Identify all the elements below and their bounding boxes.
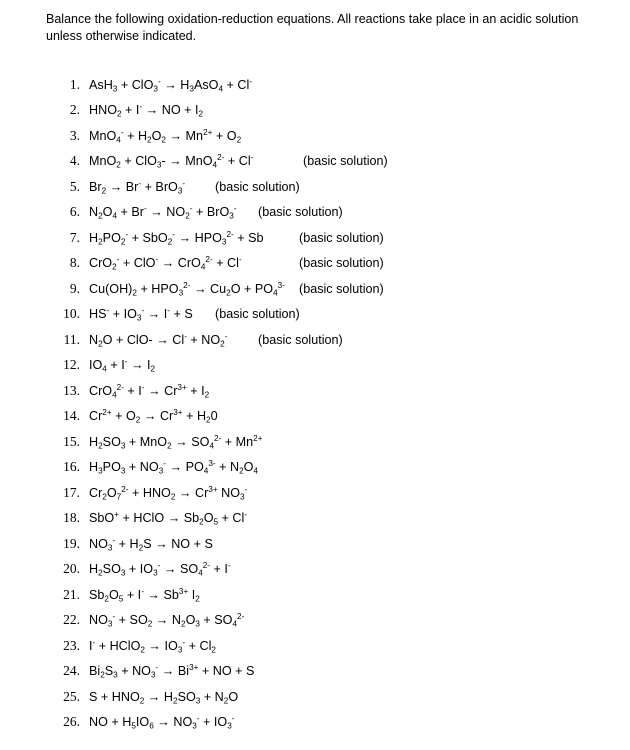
equation-text: $N_2O_4 + Br^- \to NO_2^- + BrO_3^-$ [89,204,237,221]
solution-note: (basic solution) [258,333,343,347]
equation-number: 20. [63,561,80,576]
equation-number: 1. [69,77,80,92]
equation-item [0,278,630,300]
equation-number: 8. [69,255,80,270]
equation-number: 22. [63,612,80,627]
equation-item [0,533,630,555]
equation-text: $HS^- + IO_3^- \to I^- + S$ [89,306,193,323]
solution-note: (basic solution) [299,256,384,270]
equation-number: 24. [63,663,80,678]
equation-text: $NO_3^- + SO_2 \to N_2O_3 + SO_4^{2-}$ [89,612,245,629]
equation-text: $Cr_2O_7^{2-} + HNO_2 \to Cr^{3+}$ $NO_3^-$ [89,485,248,502]
equation-item [0,329,630,351]
equation-number: 21. [63,587,80,602]
equation-number: 19. [63,536,80,551]
equation-number: 17. [63,485,80,500]
equation-number: 10. [63,306,80,321]
equation-number: 3. [69,128,80,143]
equation-item [0,99,630,121]
equation-text: $S + HNO_2 \to H_2SO_3 + N_2O$ [89,690,239,706]
equation-text: $MnO_4^- + H_2O_2 \to Mn^{2+} + O_2$ [89,128,242,145]
equation-text: $CrO_4^{2-} + I^- \to Cr^{3+} + I_2$ [89,383,210,400]
equation-text: $N_2O + ClO- \to Cl^- + NO_2^-$ [89,332,228,349]
equation-number: 7. [69,230,80,245]
equation-item [0,456,630,478]
equation-number: 9. [69,281,80,296]
equation-text: $AsH_3 + ClO_3^- \to H_3AsO_4 + Cl^-$ [89,77,252,94]
equation-item [0,686,630,708]
equation-number: 18. [63,510,80,525]
equation-text: $Sb_2O_5 + I^- \to Sb^{3+}$ $I_2$ [89,587,200,604]
equation-item [0,303,630,325]
equation-number: 15. [63,434,80,449]
equation-item [0,558,630,580]
equation-text: $Cr^{2+} + O_2 \to Cr^{3+} + H_20$ [89,408,218,425]
equation-number: 25. [63,689,80,704]
equation-text: NO + $H_5IO_6 \to NO_3^- + IO_3^-$ [89,714,235,731]
equation-item [0,635,630,657]
equation-text: $Bi_2S_3 + NO_3^- \to Bi^{3+}$ + NO + S [89,663,255,680]
equation-number: 2. [69,102,80,117]
equation-item [0,354,630,376]
equation-text: $H_3PO_3 + NO_3^- \to PO_4^{3-} + N_2O_4$ [89,459,258,476]
equation-item [0,150,630,172]
solution-note: (basic solution) [299,282,384,296]
equation-item [0,482,630,504]
solution-note: (basic solution) [215,180,300,194]
equation-text: $HNO_2 + I^-$ → NO + $I_2$ [89,102,204,119]
equation-item [0,660,630,682]
equation-item [0,227,630,249]
equation-number: 14. [63,408,80,423]
equation-text: SbO+ + HClO → $Sb_2O_5 + Cl^-$ [89,510,248,527]
equation-text: $H_2SO_3 + IO_3^- \to SO_4^{2-} + I^-$ [89,561,231,578]
equation-item [0,252,630,274]
instructions-text: Balance the following oxidation-reduction equations. All reactions take place in an acidic solution unless otherwise indicated. [46,12,579,43]
equation-item [0,74,630,96]
solution-note: (basic solution) [215,307,300,321]
equation-number: 12. [63,357,80,372]
equation-number: 5. [69,179,80,194]
solution-note: (basic solution) [303,154,388,168]
equation-number: 11. [63,332,80,347]
equation-number: 13. [63,383,80,398]
equation-number: 26. [63,714,80,729]
equation-item [0,176,630,198]
solution-note: (basic solution) [299,231,384,245]
equation-text: $Cu(OH)_2 + HPO_3^{2-} \to Cu_2O + PO_4^{3-}$ [89,281,285,298]
equation-text: I- + HClO$_2$ → $IO_3^- + Cl_2$ [89,638,216,655]
equation-text: MnO$_2$ + ClO$_3$- → MnO$_4^{2-}$ + Cl- [89,153,254,170]
equation-item [0,405,630,427]
equation-text: $Br_2 \to Br^- + BrO_3^-$ [89,179,186,196]
equation-number: 23. [63,638,80,653]
equation-number: 6. [69,204,80,219]
equation-item [0,125,630,147]
equation-item [0,584,630,606]
equation-text: CrO$_2$- + ClO- → CrO$_4^{2-}$ + Cl- [89,255,242,272]
equation-text: $H_2PO_2^- + SbO_2^- \to HPO_3^{2-} + Sb$ [89,230,264,247]
equation-number: 4. [69,153,80,168]
solution-note: (basic solution) [258,205,343,219]
equation-item [0,201,630,223]
equation-number: 16. [63,459,80,474]
equation-item [0,711,630,733]
equation-text: $IO_4 + I^- \to I_2$ [89,357,156,374]
equation-item [0,609,630,631]
equation-text: $NO_3^- + H_2S$ → NO + S [89,536,213,553]
equation-item [0,380,630,402]
equation-text: $H_2SO_3 + MnO_2 \to SO_4^{2-} + Mn^{2+}$ [89,434,263,451]
equation-item [0,431,630,453]
equation-item [0,507,630,529]
